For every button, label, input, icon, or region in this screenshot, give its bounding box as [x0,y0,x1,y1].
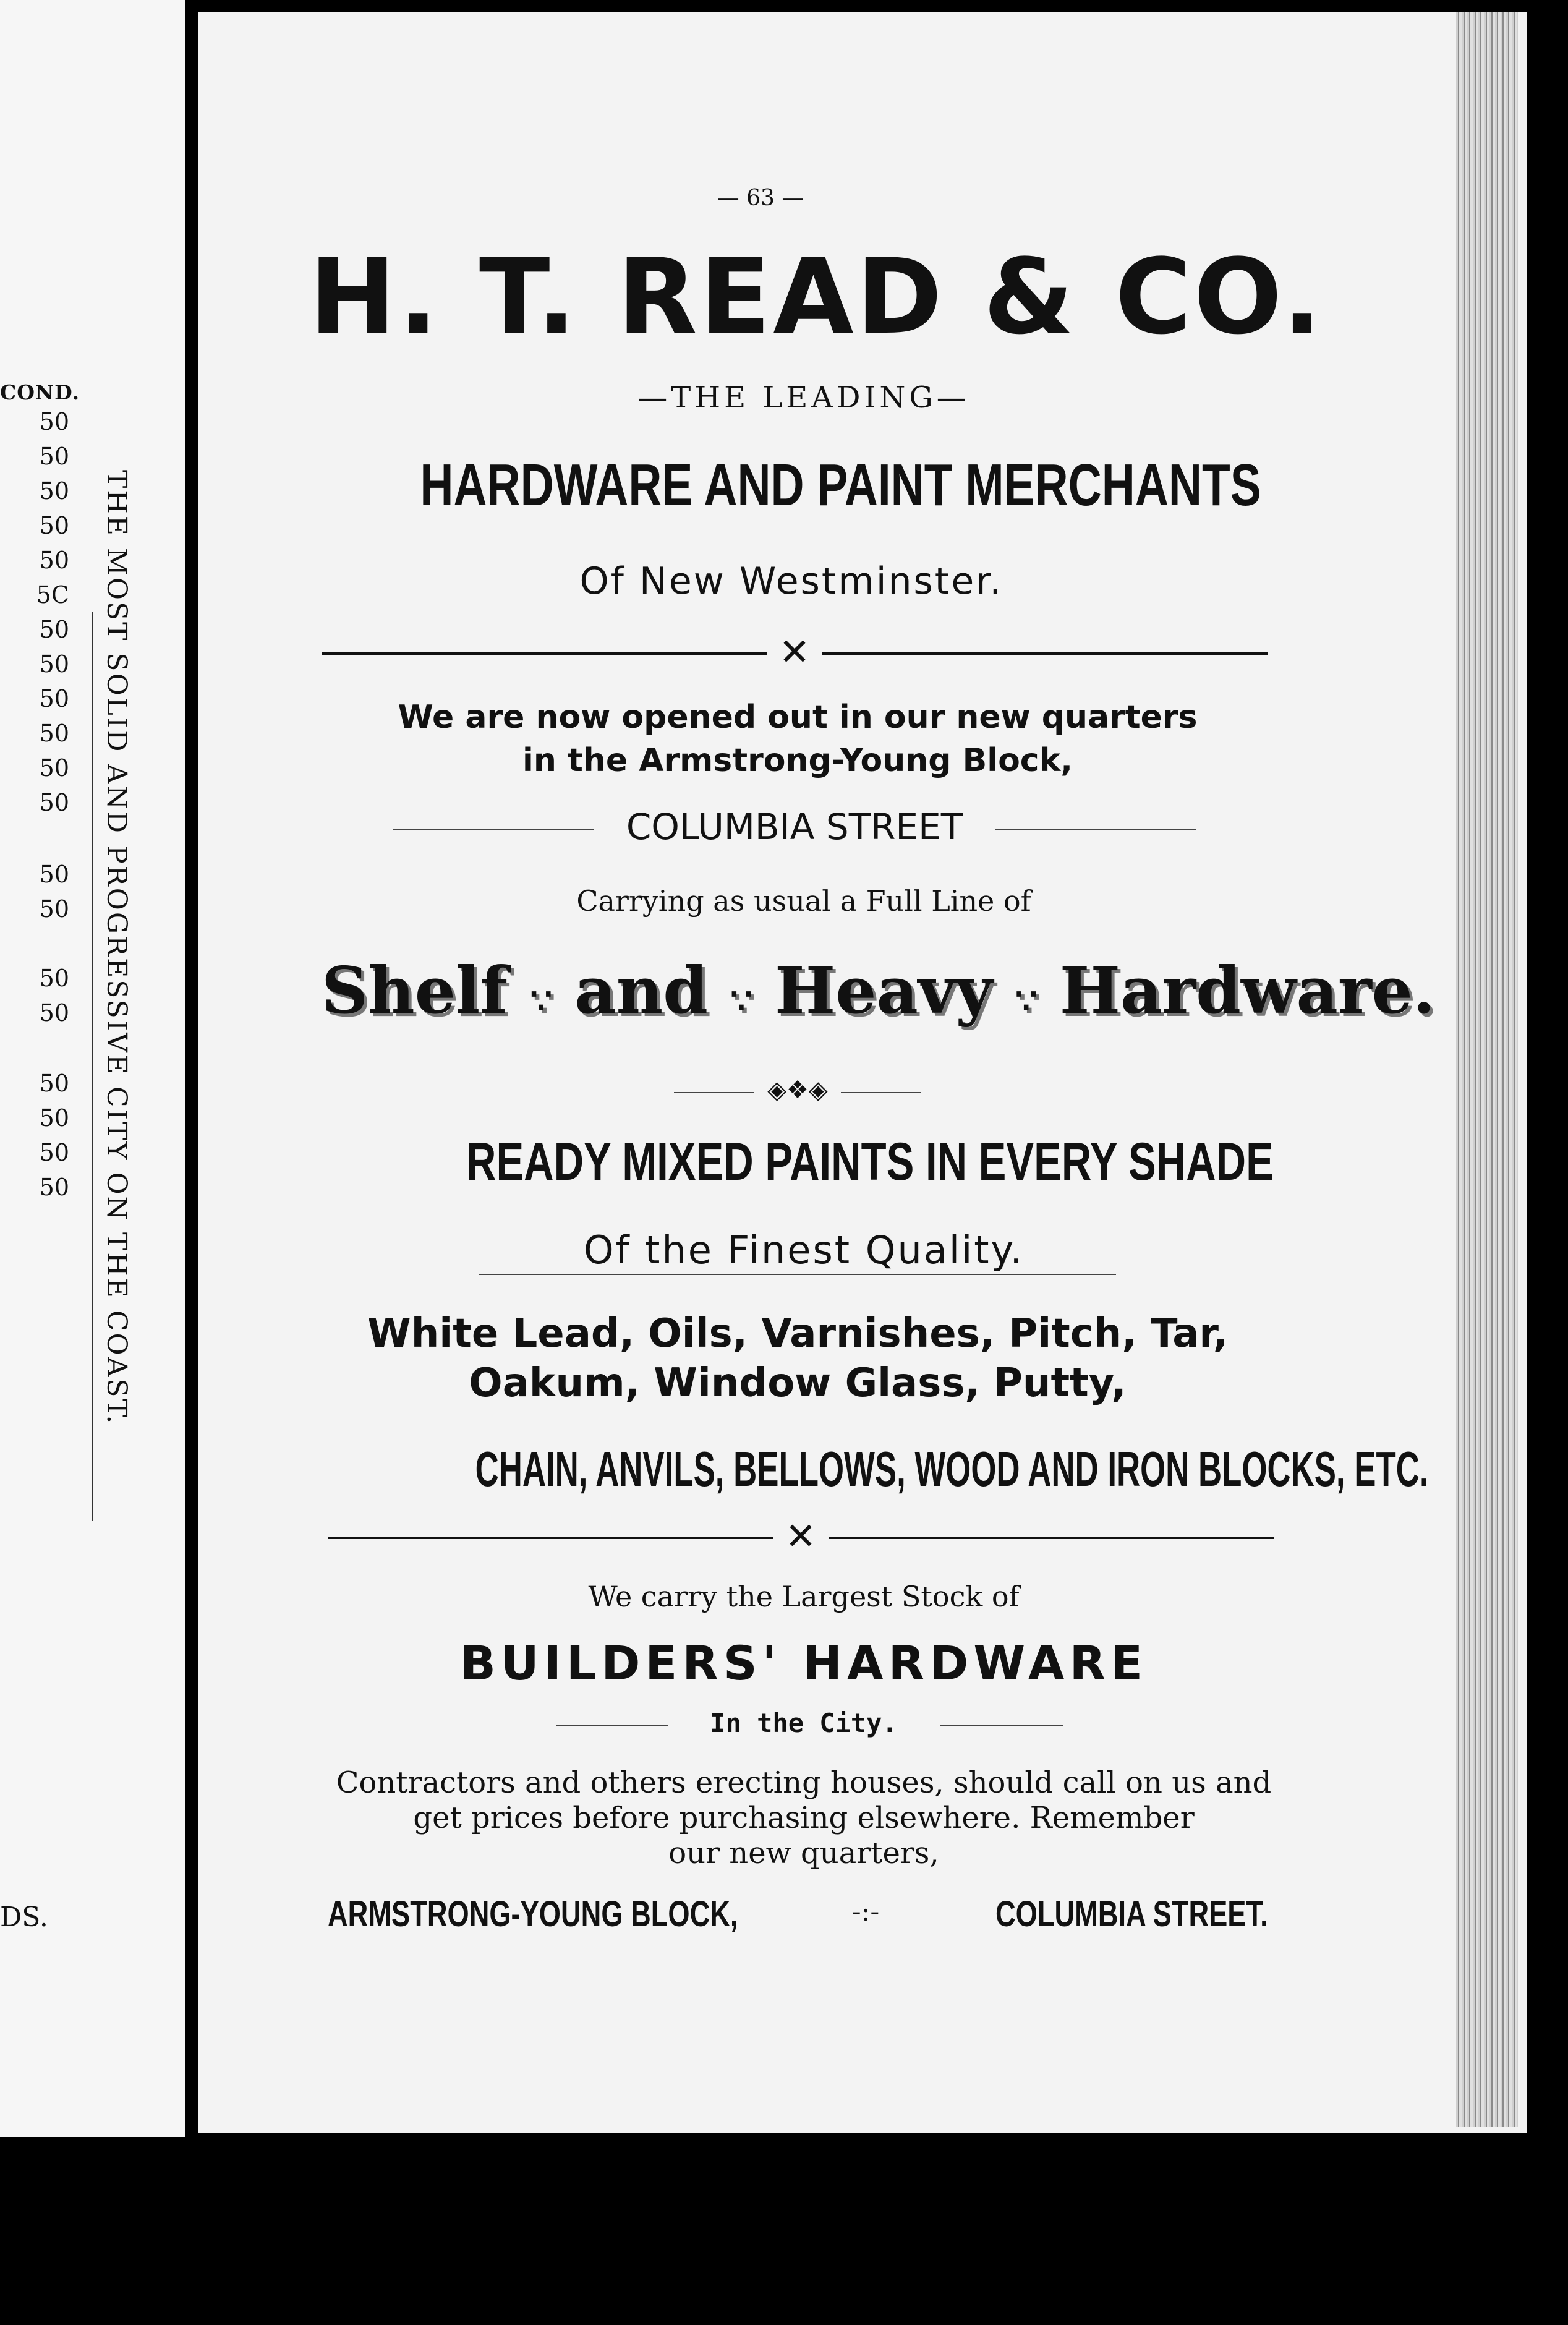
list-value: 50 [39,685,69,712]
footer-fragment: DS. [0,1901,48,1933]
list-value: 50 [39,408,69,435]
list-value: 50 [39,789,69,816]
leading-line: —THE LEADING— [637,380,970,415]
vertical-slogan: THE MOST SOLID AND PROGRESSIVE CITY ON THE COAST. [101,470,132,1426]
builders-heading: BUILDERS' HARDWARE [459,1636,1148,1691]
list-value: 50 [39,1139,69,1166]
list-value: 5C [36,581,69,608]
items-line: Oakum, Window Glass, Putty, [469,1360,1127,1406]
items-line: White Lead, Oils, Varnishes, Pitch, Tar, [367,1311,1228,1357]
contractors-line: Contractors and others erecting houses, should call on us and [336,1765,1272,1800]
list-value: 50 [39,895,69,923]
footer-street: COLUMBIA STREET. [995,1894,1268,1934]
list-value: 50 [39,999,69,1026]
list-value: 50 [39,720,69,747]
contractors-line: get prices before purchasing elsewhere. Remember [413,1801,1195,1835]
asterism-icon: ✕ [773,1516,829,1557]
left-page [0,0,198,2137]
company-name: H. T. READ & CO. [309,236,1324,357]
list-value: 50 [39,443,69,470]
underline [479,1274,1116,1275]
street-heading: COLUMBIA STREET [594,806,995,848]
location: Of New Westminster. [579,560,1003,603]
list-value: 50 [39,1070,69,1097]
column-header: COND. [0,380,80,404]
list-value: 50 [39,616,69,643]
divider [92,612,93,1521]
dot-separator-icon: ∵ [730,981,752,1022]
list-value: 50 [39,1174,69,1201]
list-value: 50 [39,1104,69,1132]
dot-separator-icon: ∵ [1015,981,1038,1022]
list-value: 50 [39,512,69,539]
page-number: — 63 — [717,186,804,211]
carrying-line: Carrying as usual a Full Line of [576,884,1031,918]
list-value: 50 [39,547,69,574]
paints-heading: READY MIXED PAINTS IN EVERY SHADE [466,1132,1274,1192]
page-edges [1456,12,1518,2127]
hardware-word: Hardware. [1059,952,1436,1028]
list-value: 50 [39,861,69,888]
heavy-word: Heavy [775,952,993,1028]
list-value: 50 [39,754,69,782]
tagline: HARDWARE AND PAINT MERCHANTS [420,452,1261,518]
asterism-icon: ✕ [767,632,822,673]
announcement-line: We are now opened out in our new quarters [398,699,1198,736]
contractors-line: our new quarters, [668,1836,939,1871]
stock-line: We carry the Largest Stock of [588,1580,1020,1613]
list-value: 50 [39,477,69,505]
footer-block: ARMSTRONG-YOUNG BLOCK, [328,1894,738,1934]
and-word: and [574,952,708,1028]
ornament-icon: ◈❖◈ [754,1076,841,1104]
dot-separator-icon: ∵ [530,981,552,1022]
items-heading: CHAIN, ANVILS, BELLOWS, WOOD AND IRON BLOCKS, ETC. [475,1441,1429,1496]
shelf-word: Shelf [322,952,508,1028]
announcement-line: in the Armstrong-Young Block, [522,742,1073,779]
in-city-line: In the City. [668,1708,940,1738]
list-value: 50 [39,651,69,678]
shelf-heavy-hardware [322,952,1436,1039]
footer-separator: -:- [851,1896,880,1927]
list-value: 50 [39,965,69,992]
quality-line: Of the Finest Quality. [583,1227,1025,1273]
